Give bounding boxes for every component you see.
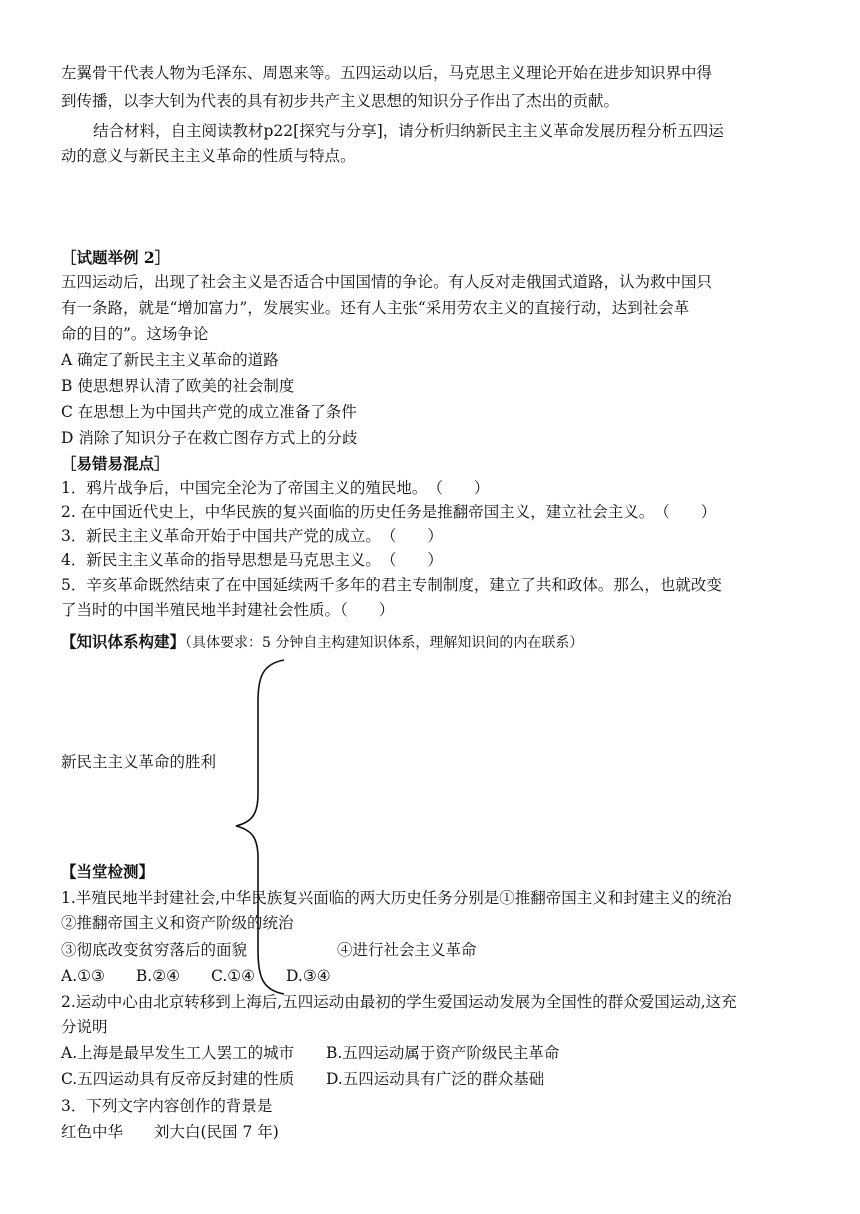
q1-options: A.①③ B.②④ C.①④ D.③④	[61, 967, 331, 985]
example-option-b: B 使思想界认清了欧美的社会制度	[61, 377, 295, 395]
q1-choice-3: ③彻底改变贫穷落后的面貌	[61, 941, 248, 959]
check-heading: 【当堂检测】	[61, 862, 155, 881]
task-line-1: 结合材料，自主阅读教材p22[探究与分享]，请分析归纳新民主主义革命发展历程分析五四运	[93, 122, 724, 140]
q1-choice-2: ②推翻帝国主义和资产阶级的统治	[61, 914, 294, 932]
q2-stem-1: 2.运动中心由北京转移到上海后,五四运动由最初的学生爱国运动发展为全国性的群众爱国运动,这充	[61, 993, 737, 1011]
example-option-a: A 确定了新民主主义革命的道路	[61, 351, 279, 369]
q3-stem: 3．下列文字内容创作的背景是	[61, 1097, 273, 1115]
example-heading: ［试题举例 2］	[61, 248, 171, 267]
pitfall-item-5b: 了当时的中国半殖民地半封建社会性质。（ ）	[61, 601, 395, 619]
q1-choice-4: ④进行社会主义革命	[337, 941, 477, 959]
material-line-1: 左翼骨干代表人物为毛泽东、周恩来等。五四运动以后，马克思主义理论开始在进步知识界中得	[61, 64, 713, 82]
q1-stem: 1.半殖民地半封建社会,中华民族复兴面临的两大历史任务分别是①推翻帝国主义和封建主义的统治	[61, 889, 732, 907]
knowledge-section-header	[61, 632, 583, 653]
knowledge-heading: 【知识体系构建】	[61, 632, 186, 651]
example-option-d: D 消除了知识分子在救亡图存方式上的分歧	[61, 429, 358, 447]
pitfall-item-5a: 5．辛亥革命既然结束了在中国延续两千多年的君主专制制度，建立了共和政体。那么，也就改变	[61, 576, 722, 594]
task-line-2: 动的意义与新民主主义革命的性质与特点。	[61, 147, 356, 165]
q2-option-b: B.五四运动属于资产阶级民主革命	[326, 1044, 560, 1062]
knowledge-center-label: 新民主主义革命的胜利	[61, 753, 217, 771]
q2-option-d: D.五四运动具有广泛的群众基础	[326, 1070, 545, 1088]
pitfall-item-4: 4．新民主主义革命的指导思想是马克思主义。 （ ）	[61, 551, 443, 569]
q3-poem-title: 红色中华 刘大白(民国 7 年)	[61, 1123, 279, 1141]
example-stem-2: 有一条路，就是“增加富力”，发展实业。还有人主张“采用劳农主义的直接行动，达到社会革	[61, 299, 690, 317]
example-stem-1: 五四运动后，出现了社会主义是否适合中国国情的争论。有人反对走俄国式道路，认为救中国只	[61, 273, 713, 291]
q2-stem-2: 分说明	[61, 1018, 108, 1036]
example-stem-3: 命的目的”。这场争论	[61, 325, 209, 343]
pitfall-item-3: 3．新民主主义革命开始于中国共产党的成立。 （ ）	[61, 527, 443, 545]
example-option-c: C 在思想上为中国共产党的成立准备了条件	[61, 403, 357, 421]
q2-option-c: C.五四运动具有反帝反封建的性质	[61, 1070, 295, 1088]
pitfall-item-2: 2. 在中国近代史上，中华民族的复兴面临的历史任务是推翻帝国主义，建立社会主义。 （ ）	[61, 503, 717, 521]
pitfalls-heading: ［易错易混点］	[61, 454, 170, 473]
q2-option-a: A.上海是最早发生工人罢工的城市	[61, 1044, 295, 1062]
material-line-2: 到传播，以李大钊为代表的具有初步共产主义思想的知识分子作出了杰出的贡献。	[61, 92, 620, 110]
knowledge-requirement: （具体要求：5 分钟自主构建知识体系，理解知识间的内在联系）	[185, 635, 584, 651]
pitfall-item-1: 1．鸦片战争后，中国完全沦为了帝国主义的殖民地。 （ ）	[61, 479, 490, 497]
